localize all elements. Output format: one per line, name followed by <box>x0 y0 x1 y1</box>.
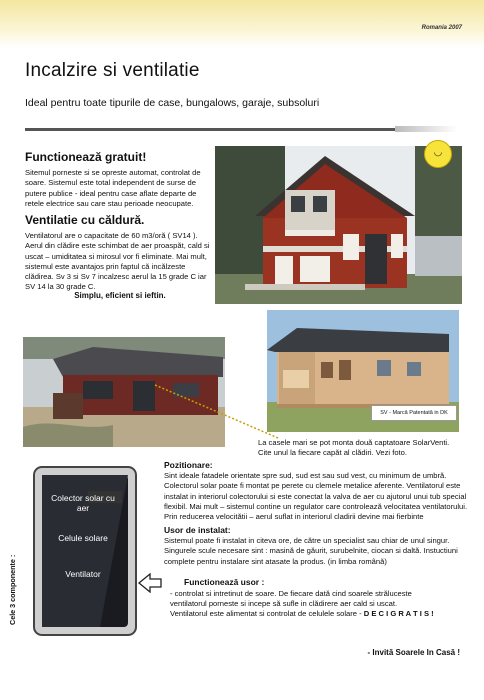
free-tag: D E C I G R A T I S ! <box>363 609 434 618</box>
installation-text: Sistemul poate fi instalat in citeva ore, de către un specialist sau chiar de unul singur. Singurele scule necesare sint : masină de găurit, surubelnite, ciocan si daltă. Instuctiuni complete pentru instalare sint atasate la produs. (in limba română) <box>164 536 458 566</box>
house-illustration <box>215 146 462 304</box>
section-heading-ventilation: Ventilatie cu căldură. <box>25 213 145 227</box>
usage-line-3: Ventilatorul este alimentat si controlat de celulele solare - D E C I G R A T I S ! <box>170 609 434 618</box>
header-band <box>0 0 484 48</box>
usage-line-2: ventilatorul porneste si incepe să sufle in clădirere aer cald si uscat. <box>170 599 398 608</box>
tagline: Simplu, eficient si ieftin. <box>74 291 166 300</box>
panel-label-solar-cells: Celule solare <box>58 533 108 543</box>
usage-line-1: - controlat si intretinut de soare. De fiecare dată cind soarele străluceste <box>170 589 412 598</box>
solar-panel-illustration <box>30 463 140 639</box>
installation-heading: Usor de instalat: <box>164 525 231 535</box>
page-title: Incalzire si ventilatie <box>25 60 200 81</box>
usage-heading: Functionează usor : <box>184 577 265 587</box>
panel-label-collector: Colector solar cu aer <box>51 493 115 513</box>
photo-caption: La casele mari se pot monta două captatoare SolarVenti. Cite unul la fiecare capăt al clădiri. Vezi foto. <box>258 438 450 457</box>
house-photo <box>215 146 462 304</box>
solar-panel-image <box>30 463 140 639</box>
section-heading-free: Functionează gratuit! <box>25 150 147 164</box>
section-text-free: Sitemul porneste si se opreste automat, controlat de soare. Sistemul este total independent de surse de putere publice - ideal pentru case aflate departe de retele electrice sau care stau perioade neocupate. <box>25 168 201 208</box>
divider <box>25 128 395 131</box>
section-text-ventilation: Ventilatorul are o capacitate de 60 m3/oră ( SV14 ). Aerul din clădire este schimbat de aer proaspăt, cald si uscat – umiditatea si mirosul vor fi eliminate. Mai mult, sistemul este avantajos prin faptul că incălzeste clădirea. Sv 3 si Sv 7 incalzesc aerul la 15 grade C iar SV 14 la 30 grade C. <box>25 231 210 292</box>
positioning-heading: Pozitionare: <box>164 460 213 470</box>
corner-tag: Romania 2007 <box>421 25 462 31</box>
footer-slogan: - Invită Soarele In Casă ! <box>367 648 460 657</box>
divider-fade <box>395 126 457 132</box>
components-label: Cele 3 componente : <box>8 554 17 625</box>
page-subtitle: Ideal pentru toate tipurile de case, bungalows, garaje, subsoluri <box>25 97 320 109</box>
arrow-left-icon <box>138 573 162 593</box>
sun-icon: ◡ <box>424 140 452 168</box>
positioning-text: Sint ideale fatadele orientate spre sud, sud est sau sud vest, cu minimum de umbră. Colectorul solar poate fi montat pe perete cu clemele metalice aferente. Ventilatorul este instalat in interiorul colectorului si este conectat la valva de aer cu ajutorul unui tub special flexibil. Mai mult – sistemul contine un regulator care controlează velocitatea ventilatorului. Prin reducerea velocitătii – aerul suflat in interiorul cladirii devine mai fierbinte <box>164 471 468 522</box>
panel-label-fan: Ventilator <box>65 569 101 579</box>
photo-caption-label: SV - Marcă Patentată in DK <box>371 405 457 421</box>
